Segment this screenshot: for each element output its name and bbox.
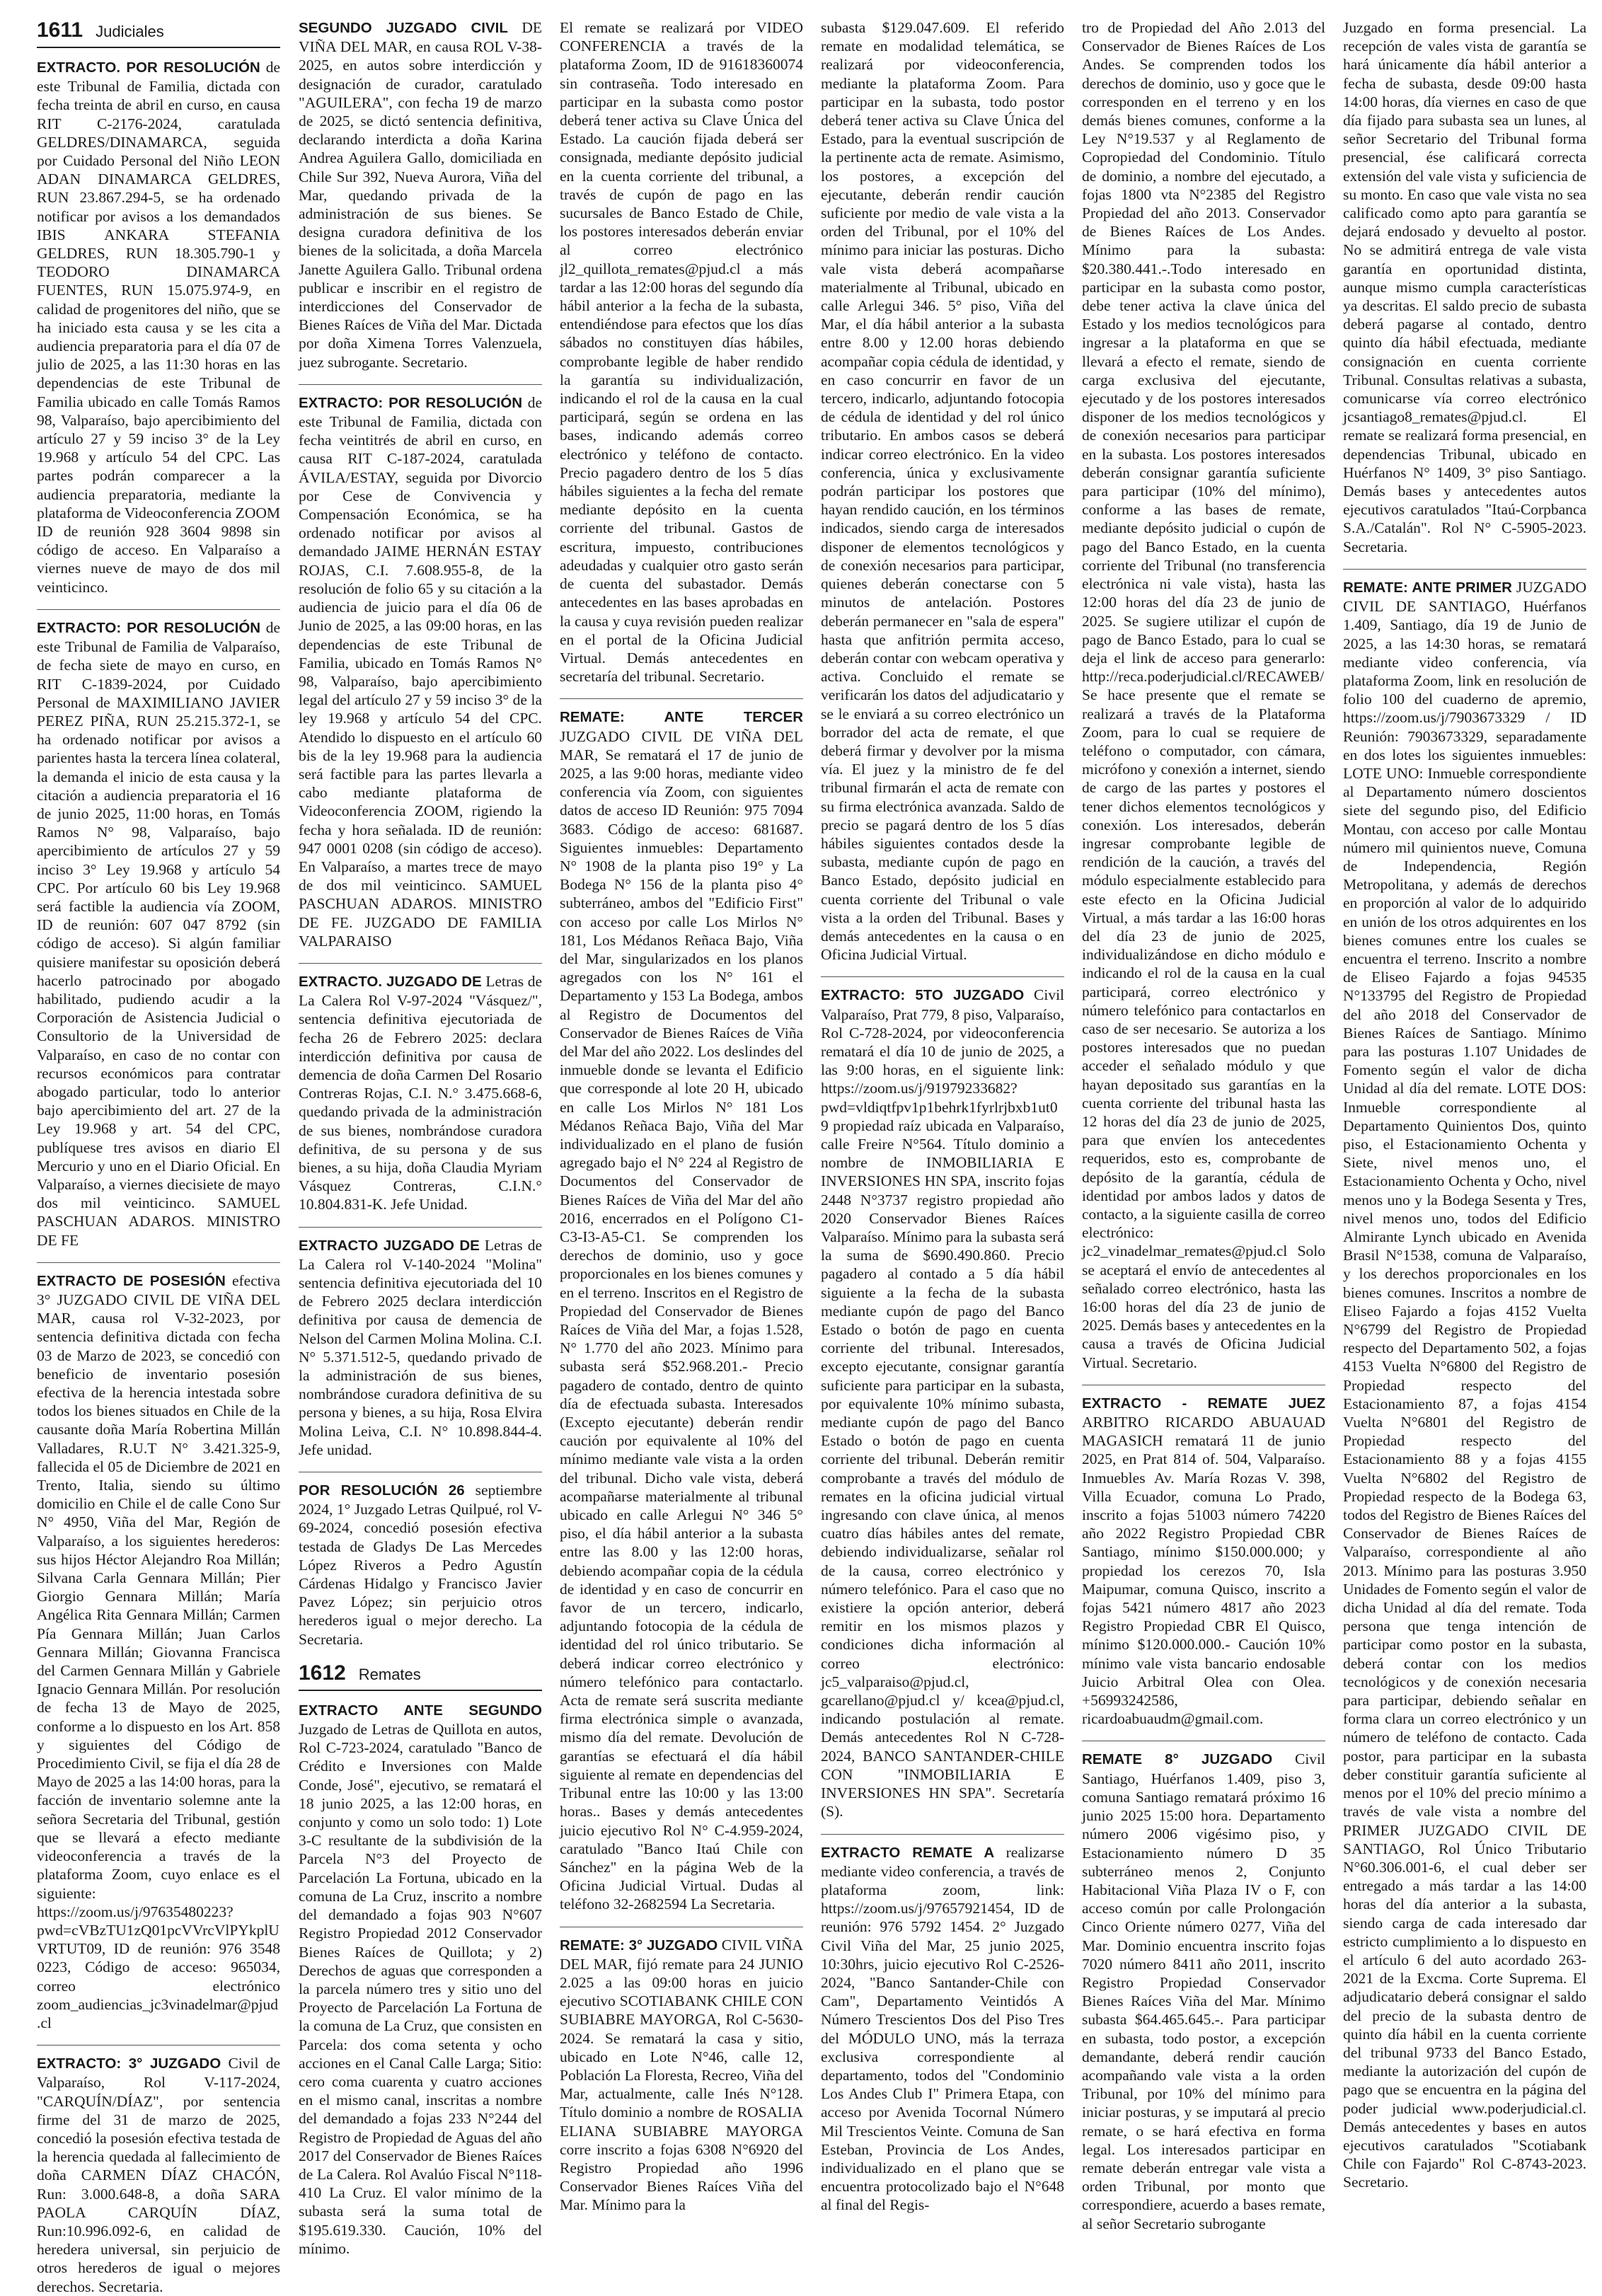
section-title: Remates <box>358 1665 421 1683</box>
column-3 <box>560 18 804 2214</box>
notice-lead: EXTRACTO: 3° JUZGADO <box>37 2055 221 2072</box>
notice-divider <box>560 698 803 699</box>
notice-text: de este Tribunal de Familia, dictada con fecha treinta de abril en curso, en causa RIT C-2176-2024, caratulada GELDRES/DINAMARCA, seguida por Cuidado Personal del Niño LEON ADAN DINAMARCA GELDRES, RUN 23.867.294-5, se ha ordenado notificar por avisos a los demandados IBIS ANKARA STEFANIA GELDRES, RUN 18.305.790-1 y TEODORO DINAMARCA FUENTES, RUN 15.075.974-9, en calidad de progenitores del niño, que se ha iniciado esta causa y se les cita a audiencia preparatoria para el día 07 de julio de 2025, a las 11:30 horas en las dependencias de este Tribunal de Familia ubicado en calle Tomás Ramos 98, Valparaíso, bajo apercibimiento del artículo 27 y 59 inciso 3° de la Ley 19.968 y artículo 54 del CPC. Las partes podrán comparecer a la audiencia preparatoria, mediante la plataforma de Videoconferencia ZOOM ID de reunión 928 3604 9898 sin código de acceso. En Valparaíso a viernes nueve de mayo de dos mil veinticinco. <box>37 59 280 596</box>
notice-text: Juzgado de Letras de Quillota en autos, Rol C-723-2024, caratulado "Banco de Crédito e Inversiones con Malde Conde, José", ejecutivo, se rematará el 18 junio 2025, a las 12:00 horas, en conjunto y como un solo todo: 1) Lote 3-C resultante de la subdivisión de la Parcela N°3 del Proyecto de Parcelación La Fortuna, ubicado en la comuna de La Cruz, inscrito a nombre del demandado a fojas 903 N°607 Registro Propiedad 2012 Conservador Bienes Raíces de Quillota; y 2) Derechos de aguas que corresponden a la parcela número tres y sitio uno del Proyecto de Parcelación La Fortuna de la comuna de La Cruz, que consisten en Parcela: dos coma setenta y ocho acciones en el Canal Calle Larga; Sitio: cero coma cuarenta y cuatro acciones en el mismo canal, inscritas a nombre del demandado a fojas 233 N°244 del Registro de Propiedad de Aguas del año 2017 del Conservador de Bienes Raíces de La Calera. Rol Avalúo Fiscal N°118-410 La Cruz. El valor mínimo de la subasta será la suma total de $195.619.330. Caución, 10% del mínimo. <box>299 1721 542 2257</box>
legal-notice <box>37 618 280 1250</box>
notice-divider <box>821 976 1064 977</box>
notice-lead: EXTRACTO: 5TO JUZGADO <box>821 987 1025 1004</box>
notice-text: Letras de La Calera rol V-140-2024 "Molina" sentencia definitiva ejecutoriada del 10 de Febrero 2025 declara interdicción definitiva por causa de demencia de Nelson del Carmen Molina Molina. C.I. N° 5.371.512-5, quedando privado de la administración de sus bienes, nombrándose curadora definitiva de su persona y bienes, a su hija, Rosa Elvira Molina Leiva, C.I. N° 10.898.844-4. Jefe unidad. <box>299 1236 542 1458</box>
legal-notice <box>299 972 542 1214</box>
notice-lead: REMATE: 3° JUZGADO <box>560 1937 718 1954</box>
legal-notice <box>37 2054 280 2296</box>
notice-text: realizarse mediante video conferencia, a través de plataforma zoom, link: https://zoom.us/j/97657921454, ID de reunión: 976 5792 1454. 2° Juzgado Civil Viña del Mar, 25 junio 2025, 10:30hrs, juicio ejecutivo Rol C-2526-2024, "Banco Santander-Chile con Cam", Departamento Veintidós A Número Trescientos Dos del Piso Tres del MÓDULO UNO, más la terraza exclusiva correspondiente al departamento, todos del "Condominio Los Andes Club I" Primera Etapa, con acceso por Avenida Tocornal Número Mil Trescientos Veinte. Comuna de San Esteban, Provincia de Los Andes, individualizado en el plano que se encuentra protocolizado bajo el N°648 al final del Regis- <box>821 1843 1064 2214</box>
notice-text: subasta $129.047.609. El referido remate en modalidad telemática, se realizará por videoconferencia, mediante la plataforma Zoom. Para participar en la subasta, todo postor deberá tener activa su Clave Única del Estado, para la eventual suscripción de la pertinente acta de remate. Asimismo, los postores, a excepción del ejecutante, deberán rendir caución suficiente por medio de vale vista a la orden del Tribunal, por el 10% del mínimo para iniciar las posturas. Dicho vale vista deberá acompañarse materialmente al Tribunal, ubicado en calle Arlegui 346. 5° piso, Viña del Mar, el día hábil anterior a la subasta entre 8.00 y 12.00 horas debiendo acompañar copia cédula de identidad, y en caso concurrir en favor de un tercero, indicarlo, adjuntando fotocopia de cédula de identidad y del rol único tributario. En ambos casos se deberá indicar correo electrónico. En la video conferencia, única y exclusivamente podrán participar los postores que hayan rendido caución, en los términos indicados, siendo carga de interesados disponer de elementos tecnológicos y de conexión necesarios para participar, quienes deberán conectarse con 5 minutos de antelación. Postores deberán permanecer en "sala de espera" hasta que anfitrión permita acceso, deberán contar con webcam operativa y activa. Concluido el remate se verificarán los datos del adjudicatario y se le enviará a su correo electrónico un borrador del acta de remate, el que deberá firmar y devolver por la misma vía. El juez y la ministro de fe del tribunal firmarán el acta de remate con su firma electrónica avanzada. Saldo de precio se pagará dentro de los 5 días hábiles siguientes contados desde la subasta, mediante cupón de pago en Banco Estado, depósito judicial en cuenta corriente del Tribunal o vale vista a la orden del Tribunal. Bases y demás antecedentes en la causa o en Oficina Judicial Virtual. <box>821 19 1064 964</box>
notice-text: Civil Santiago, Huérfanos 1.409, piso 3, comuna Santiago rematará próximo 16 junio 2025 15:00 hora. Departamento número 2006 vigésimo piso, y Estacionamiento número D 35 subterráneo menos 2, Conjunto Habitacional Viña Plaza IV o F, con acceso común por calle Prolongación Cinco Oriente número 0277, Viña del Mar. Dominio encuentra inscrito fojas 7020 número 8411 año 2011, inscrito Registro Propiedad Conservador Bienes Raíces Viña del Mar. Mínimo subasta $64.465.645.-. Para participar en subasta, todo postor, a excepción demandante, deberá rendir caución acompañando vale vista a la orden Tribunal, por 10% del mínimo para iniciar posturas, y se imputará al precio remate, o se hará efectiva en forma legal. Los interesados participar en remate deberán entregar vale vista a orden Tribunal, por monto que correspondiere, acuerdo a bases remate, al señor Secretario subrogante <box>1082 1750 1325 2232</box>
legal-notice <box>299 1701 542 2258</box>
notice-text: Juzgado en forma presencial. La recepción de vales vista de garantía se hará únicamente día hábil anterior a fecha de subasta, desde 09:00 hasta 14:00 horas, día viernes en caso de que día fijado para subasta sea un lunes, al señor Secretario del Tribunal forma presencial, ése calificará correcta extensión del vale vista y suficiencia de su monto. En caso que vale vista no sea calificado como apto para garantía se dejará endosado y devuelto al postor. No se admitirá entrega de vale vista garantía en oportunidad distinta, aunque mismo cumpla características ya descritas. El saldo precio de subasta deberá pagarse al contado, dentro quinto día hábil efectuada, mediante consignación en cuenta corriente Tribunal. Consultas relativas a subasta, comunicarse vía correo electrónico jcsantiago8_remates@pjud.cl. El remate se realizará forma presencial, en dependencias Tribunal, ubicado en Huérfanos N° 1409, 3° piso Santiago. Demás bases y antecedentes autos ejecutivos caratulados "Itaú-Corpbanca S.A./Catalán". Rol N° C-5905-2023. Secretaria. <box>1343 19 1586 555</box>
notice-lead: EXTRACTO. JUZGADO DE <box>299 973 482 990</box>
notice-lead: REMATE: ANTE TERCER <box>560 709 803 726</box>
notice-text: Civil Valparaíso, Prat 779, 8 piso, Valparaíso, Rol C-728-2024, por videoconferencia rematará el día 10 de junio de 2025, a las 9:00 horas, en el siguiente link: https://zoom.us/j/91979233682?pwd=vldiqtfpv1p1behrk1fyrlrjbxb1ut09 propiedad raíz ubicada en Valparaíso, calle Freire N°564. Título dominio a nombre de INMOBILIARIA E INVERSIONES HN SPA, inscrito fojas 2448 N°3737 registro propiedad año 2020 Conservador Bienes Raíces Valparaíso. Mínimo para la subasta será la suma de $690.490.860. Precio pagadero al contado a 5 día hábil siguiente a la fecha de la subasta mediante cupón de pago del Banco Estado o botón de pago en cuenta corriente del tribunal. Interesados, excepto ejecutante, consignar garantía suficiente para participar en la subasta, por equivalente 10% mínimo subasta, mediante cupón de pago del Banco Estado o botón de pago en cuenta corriente del tribunal. Deberán remitir comprobante a través del módulo de remates en la oficina judicial virtual ingresando con clave única, al menos cuatro días hábiles antes del remate, debiendo individualizarse, señalar rol de la causa, correo electrónico y número telefónico. Para el caso que no existiere la opción anterior, deberá remitir en los mismos plazos y condiciones dicha información al correo electrónico: jc5_valparaiso@pjud.cl, gcarellano@pjud.cl y/ kcea@pjud.cl, indicando postulación al remate. Demás antecedentes Rol N C-728-2024, BANCO SANTANDER-CHILE CON "INMOBILIARIA E INVERSIONES HN SPA". Secretaría (S). <box>821 986 1065 1821</box>
legal-notice <box>560 18 803 686</box>
notice-divider <box>299 963 542 964</box>
notice-lead: EXTRACTO ANTE SEGUNDO <box>299 1702 542 1719</box>
notice-lead: REMATE 8° JUZGADO <box>1082 1751 1273 1768</box>
section-header <box>299 1661 542 1691</box>
legal-notice <box>1082 1394 1325 1729</box>
notice-divider <box>299 1227 542 1228</box>
notice-text: DE VIÑA DEL MAR, en causa ROL V-38-2025, en autos sobre interdicción y designación de curador, caratulado "AGUILERA", con fecha 19 de marzo de 2025, se dictó sentencia definitiva, declarando interdicta a doña Karina Andrea Aguilera Gallo, domiciliada en Chile Sur 392, Nueva Aurora, Viña del Mar, quedando privada de la administración de sus bienes. Se designa curadora definitiva de los bienes de la solicitada, a doña Marcela Janette Aguilera Gallo. Tribunal ordena publicar e inscribir en el registro de interdicciones del Conservador de Bienes Raíces de Viña del Mar. Dictada por doña Ximena Torres Valenzuela, juez subrogante. Secretario. <box>299 19 542 371</box>
notice-text: JUZGADO CIVIL DE SANTIAGO, Huérfanos 1.409, Santiago, día 19 de Junio de 2025, a las 14:30 horas, se rematará mediante video conferencia, vía plataforma Zoom, link en resolución de folio 100 del cuaderno de apremio, https://zoom.us/j/7903673329 / ID Reunión: 7903673329, separadamente en dos lotes los siguientes inmuebles: LOTE UNO: Inmueble correspondiente al Departamento número doscientos siete del segundo piso, del Edificio Montau, con acceso por calle Montau número mil quinientos nueve, Comuna de Independencia, Región Metropolitana, y además de derechos en proporción al valor de lo adquirido en unión de los otros adquirentes en los bienes comunes entre los cuales se encuentra el terreno. Inscrito a nombre de Eliseo Fajardo a fojas 94535 N°133795 del Registro de Propiedad del año 2018 del Conservador de Bienes Raíces de Santiago. Mínimo para las posturas 1.107 Unidades de Fomento según el valor de dicha Unidad al día del remate. LOTE DOS: Inmueble correspondiente al Departamento Quinientos Dos, quinto piso, el Estacionamiento Ochenta y Siete, nivel menos uno, el Estacionamiento Ochenta y Ocho, nivel menos uno y la Bodega Sesenta y Tres, nivel menos uno, todos del Edificio Almirante Lynch ubicado en Avenida Brasil N°1538, comuna de Valparaíso, y los derechos proporcionales en los bienes comunes. Inscritos a nombre de Eliseo Fajardo a fojas 4152 Vuelta N°6799 del Registro de Propiedad respecto del Departamento 502, a fojas 4153 Vuelta N°6800 del Registro de Propiedad respecto del Estacionamiento 87, a fojas 4154 Vuelta N°6801 del Registro de Propiedad respecto del Estacionamiento 88 y a fojas 4155 Vuelta N°6802 del Registro de Propiedad respecto de la Bodega 63, todos del Registro de Bienes Raíces del Conservador de Bienes Raíces de Valparaíso, correspondiente al año 2013. Mínimo para las posturas 3.950 Unidades de Fomento según el valor de dicha Unidad al día del remate. Toda persona que tenga intención de participar como postor en la subasta, deberá contar con los medios tecnológicos y de conexión necesaria para participar, debiendo señalar en forma clara un correo electrónico y un número de teléfono de contacto. Cada postor, para participar en la subasta deber constituir garantía suficiente al menos por el 10% del precio mínimo a través de vale vista a nombre del PRIMER JUZGADO CIVIL DE SANTIAGO, Rol Único Tributario N°60.306.001-6, el cual deber ser entregado a más tardar a las 14:00 horas del día anterior a la subasta, siendo carga de cada interesado dar estricto cumplimiento a lo dispuesto en el artículo 6 del auto acordado 263-2021 de la Excma. Corte Suprema. El adjudicatario deberá consignar el saldo del precio de la subasta dentro de quinto día hábil en la cuenta corriente del tribunal 9733 del Banco Estado, mediante la autorización del cupón de pago que se encuentra en la página del poder judicial www.poderjudicial.cl. Demás antecedentes y bases en autos ejecutivos caratulados "Scotiabank Chile con Fajardo" Rol C-8743-2023. Secretario. <box>1343 578 1586 2191</box>
legal-notice <box>821 986 1064 1821</box>
legal-notice <box>821 1843 1064 2215</box>
notice-text: ARBITRO RICARDO ABUAUAD MAGASICH rematará 11 de junio 2025, en Prat 814 of. 504, Valparaíso. Inmuebles Av. María Rozas V. 398, Villa Ecuador, comuna Lo Prado, inscrito a fojas 51003 número 74220 año 2022 Registro Propiedad CBR Santiago, mínimo $150.000.000; y propiedad los cerezos 70, Isla Maipumar, comuna Quisco, inscrito a fojas 5421 número 4817 año 2023 Registro Propiedad CBR El Quisco, mínimo $120.000.000.- Caución 10% mínimo vale vista bancario endosable Juicio Arbitral Olea con Olea. +56993242586, ricardoabuaudm@gmail.com. <box>1082 1414 1325 1728</box>
legal-notice <box>37 58 280 596</box>
legal-notice <box>1082 18 1325 1372</box>
notice-lead: SEGUNDO JUZGADO CIVIL <box>299 20 508 36</box>
notice-divider <box>37 2045 280 2046</box>
section-title: Judiciales <box>96 23 164 40</box>
column-1 <box>37 18 281 2295</box>
notice-lead: EXTRACTO DE POSESIÓN <box>37 1272 226 1289</box>
legal-notice <box>1343 18 1586 556</box>
page-header <box>37 18 280 48</box>
notice-text: tro de Propiedad del Año 2.013 del Conservador de Bienes Raíces de Los Andes. Se comprenden todos los derechos de dominio, uso y goce que le corresponden en el terreno y en los demás bienes comunes, conforme a la Ley N°19.537 y al Reglamento de Copropiedad del Condominio. Título de dominio, a nombre del ejecutado, a fojas 1800 vta N°2385 del Registro Propiedad del año 2013. Conservador de Bienes Raíces de Los Andes. Mínimo para la subasta: $20.380.441.-.Todo interesado en participar en la subasta como postor, debe tener activa la clave única del Estado y los medios tecnológicos para ingresar a la plataforma en que se llevará a efecto el remate, siendo de carga exclusiva del ejecutante, ejecutado y de los postores interesados disponer de los medios tecnológicos y de conexión necesarios para participar en la subasta. Los postores interesados deberán consignar garantía suficiente para participar (10% del mínimo), conforme a las bases de remate, mediante depósito judicial o cupón de pago del Banco Estado, en la cuenta corriente del Tribunal (no transferencia electrónica ni vale vista), hasta las 12:00 horas del día 23 de junio de 2025. Se sugiere utilizar el cupón de pago de Banco Estado, para lo cual se deja el link de acceso para generarlo: http://reca.poderjudicial.cl/RECAWEB/ Se hace presente que el remate se realizará a través de la Plataforma Zoom, para lo cual se requiere de teléfono o computador, con cámara, micrófono y conexión a internet, siendo de cargo de las partes y postores el tener dichos elementos tecnológicos y conexión. Los interesados, deberán ingresar comprobante legible de rendición de la caución, a través del módulo especialmente establecido para este efecto en la Oficina Judicial Virtual, a más tardar a las 16:00 horas del día 23 de junio de 2025, individualizándose en dicho módulo e indicando el rol de la causa en la cual participará, correo electrónico y número telefónico para contactarlos en caso de ser necesario. Se autoriza a los postores interesados que no puedan acceder el señalado módulo y que hayan depositado sus garantías en la cuenta corriente del tribunal hasta las 12 horas del día 23 de junio de 2025, para que envíen los antecedentes requeridos, esto es, comprobante de depósito de la garantía, cédula de identidad por ambos lados y datos de contacto, a la siguiente casilla de correo electrónico: jc2_vinadelmar_remates@pjud.cl Solo se aceptará el envío de antecedentes al señalado correo electrónico, hasta las 16:00 horas del día 23 de junio de 2025. Demás bases y antecedentes en la causa a través de Oficina Judicial Virtual. Secretario. <box>1082 19 1325 1371</box>
notice-lead: POR RESOLUCIÓN 26 <box>299 1482 465 1499</box>
notice-text: CIVIL VIÑA DEL MAR, fijó remate para 24 JUNIO 2.025 a las 09:00 horas en juicio ejecutivo SCOTIABANK CHILE CON SUBIABRE MAYORGA, Rol C-5630-2024. Se rematará la casa y sitio, ubicado en Lote N°46, calle 12, Población La Floresta, Recreo, Viña del Mar, actualmente, calle Inés N°128. Título dominio a nombre de ROSALIA ELIANA SUBIABRE MAYORGA corre inscrito a fojas 6308 N°6920 del Registro Propiedad año 1996 Conservador Bienes Raíces Viña del Mar. Mínimo para la <box>560 1936 804 2214</box>
newspaper-page <box>37 18 1586 2295</box>
legal-notice <box>299 1481 542 1649</box>
legal-notice <box>1343 578 1586 2192</box>
notice-text: septiembre 2024, 1° Juzgado Letras Quilpué, rol V-69-2024, concedió posesión efectiva testada de Gladys De Las Mercedes López Riveros a Pedro Agustín Cárdenas Hidalgo y Francisco Javier Pavez López; sin perjuicio otros herederos igual o mejor derecho. La Secretaria. <box>299 1482 542 1648</box>
notice-text: Letras de La Calera Rol V-97-2024 "Vásquez/", sentencia definitiva ejecutoriada de fecha 26 de Febrero 2025: declara interdicción definitiva por causa de demencia de doña Carmen Del Rosario Contreras Rojas, C.I. N.° 3.475.668-6, quedando privada de la administración de sus bienes, nombrándose curadora definitiva, de su persona y de sus bienes, a su hija, doña Claudia Myriam Vásquez Contreras, C.I.N.° 10.804.831-K. Jefe Unidad. <box>299 972 542 1213</box>
legal-notice <box>299 393 542 950</box>
notice-text: de este Tribunal de Familia de Valparaíso, de fecha siete de mayo en curso, en RIT C-1839-2024, por Cuidado Personal de MAXIMILIANO JAVIER PEREZ PIÑA, RUN 25.215.372-1, se ha ordenado notificar por avisos a parientes hasta la tercera línea colateral, la demanda el inicio de esta causa y la citación a audiencia preparatoria el 16 de junio 2025, 11:00 horas, en Tomás Ramos N° 98, Valparaíso, bajo apercibimiento de artículos 27 y 59 inciso 3° Ley 19.968 y artículo 54 CPC. Por artículo 60 bis Ley 19.968 será factible la audiencia vía ZOOM, ID de reunión: 607 047 8792 (sin código de acceso). Si algún familiar quisiere manifestar su oposición deberá hacerlo patrocinado por abogado habilitado, pudiendo acudir a la Corporación de Asistencia Judicial o Consultorio de la Universidad de Valparaíso, en caso de no contar con recursos económicos para contratar abogado particular, todo lo anterior bajo apercibimiento del art. 27 de la Ley 19.968 y art. 54 del CPC, publíquese tres avisos en diario El Mercurio y uno en el Diario Oficial. En Valparaíso, a viernes diecisiete de mayo dos mil veinticinco. SAMUEL PASCHUAN ADAROS. MINISTRO DE FE <box>37 618 281 1249</box>
notice-lead: EXTRACTO: POR RESOLUCIÓN <box>299 394 523 411</box>
notice-lead: EXTRACTO JUZGADO DE <box>299 1237 480 1254</box>
notice-lead: EXTRACTO REMATE A <box>821 1844 995 1861</box>
legal-notice <box>37 1271 280 2032</box>
legal-notice <box>1082 1750 1325 2232</box>
legal-notice <box>299 1236 542 1459</box>
column-6 <box>1343 18 1586 2191</box>
notice-divider <box>37 1262 280 1263</box>
notice-divider <box>1343 569 1586 570</box>
section-number: 1612 <box>299 1661 346 1685</box>
notice-lead: REMATE: ANTE PRIMER <box>1343 579 1512 596</box>
notice-divider <box>37 609 280 610</box>
notice-text: de este Tribunal de Familia, dictada con fecha veintitrés de abril en curso, en causa RIT C-187-2024, caratulada ÁVILA/ESTAY, seguida por Divorcio por Cese de Convivencia y Compensación Económica, se ha ordenado notificar por avisos al demandado JAIME HERNÁN ESTAY ROJAS, C.I. 7.608.955-8, de la resolución de folio 65 y su citación a la audiencia de juicio para el día 06 de Junio de 2025, a las 09:00 horas, en las dependencias de este Tribunal de Familia, ubicado en Tomás Ramos N° 98, Valparaíso, bajo apercibimiento legal del artículo 27 y 59 inciso 3° de la ley 19.968 y artículo 54 del CPC. Atendido lo dispuesto en el artículo 60 bis de la ley 19.968 para la audiencia será factible para las partes llevarla a cabo mediante plataforma de Videoconferencia ZOOM, rigiendo la fecha y hora señalada. ID de reunión: 947 0001 0208 (sin código de acceso). En Valparaíso, a martes trece de mayo de dos mil veinticinco. SAMUEL PASCHUAN ADAROS. MINISTRO DE FE. JUZGADO DE FAMILIA VALPARAISO <box>299 393 543 950</box>
legal-notice <box>560 708 803 1913</box>
notice-text: Civil de Valparaíso, Rol V-117-2024, "CARQUÍN/DÍAZ", por sentencia firme del 31 de marzo de 2025, concedió la posesión efectiva testada de la herencia quedada al fallecimiento de doña CARMEN DÍAZ CHACÓN, Run: 3.000.648-8, a doña SARA PAOLA CARQUÍN DÍAZ, Run:10.996.092-6, en calidad de heredera universal, sin perjuicio de otros herederos de igual o mejores derechos. Secretaria. <box>37 2055 280 2295</box>
notice-lead: EXTRACTO. POR RESOLUCIÓN <box>37 59 260 76</box>
notice-lead: EXTRACTO: POR RESOLUCIÓN <box>37 619 261 636</box>
column-4 <box>821 18 1065 2214</box>
notice-lead: EXTRACTO - REMATE JUEZ <box>1082 1395 1325 1412</box>
notice-text: JUZGADO CIVIL DE VIÑA DEL MAR, Se rematará el 17 de junio de 2025, a las 9:00 horas, mediante video conferencia vía Zoom, con siguientes datos de acceso ID Reunión: 975 7094 3683. Código de acceso: 681687. Siguientes inmuebles: Departamento N° 1908 de la planta piso 19° y La Bodega N° 156 de la planta piso 4° subterráneo, ambos del "Edificio First" con acceso por calle Los Mirlos N° 181, Los Médanos Reñaca Bajo, Viña del Mar, singularizados en los planos agregados con los N° 161 el Departamento y 153 La Bodega, ambos al Registro de Documentos del Conservador de Bienes Raíces de Viña del Mar del año 2022. Los deslindes del inmueble donde se levanta el Edificio que corresponde al lote 20 H, ubicado en calle Los Mirlos N° 181 Los Médanos Reñaca Bajo, Viña del Mar individualizado en el plano de fusión agregado bajo el N° 224 al Registro de Documentos del Conservador de Bienes Raíces de Viña del Mar del año 2016, encerrados en el Polígono C1-C3-I3-A5-C1. Se comprenden los derechos de dominio, uso y goce proporcionales en los bienes comunes y en el terreno. Inscritos en el Registro de Propiedad del Conservador de Bienes Raíces de Viña del Mar, a fojas 1.528, N° 1.770 del año 2023. Mínimo para subasta será $52.968.201.- Precio pagadero de contado, dentro de quinto día de efectuada subasta. Interesados (Excepto ejecutante) deberán rendir caución por equivalente al 10% del mínimo mediante vale vista a la orden del tribunal. Dicho vale vista, deberá acompañarse materialmente al tribunal ubicado en calle Arlegui N° 346 5° piso, el día hábil anterior a la subasta entre las 8.00 y las 12:00 horas, debiendo acompañar copia de la cédula de identidad y en caso de concurrir en favor de un tercero, indicarlo, adjuntando fotocopia de la cédula de identidad del rol único tributario. Se deberá indicar correo electrónico y número telefónico para contactarlo. Acta de remate será suscrita mediante firma electrónica simple o avanzada, mismo día del remate. Devolución de garantías se efectuará el día hábil siguiente al remate en dependencias del Tribunal entre las 10:00 y las 13:00 horas.. Bases y demás antecedentes juicio ejecutivo Rol N° C-4.959-2024, caratulado "Banco Itaú Chile con Sánchez" en la página Web de la Oficina Judicial Virtual. Dudas al teléfono 32-2682594 La Secretaria. <box>560 727 803 1913</box>
legal-notice <box>560 1936 803 2215</box>
page-number: 1611 <box>37 18 83 42</box>
notice-text: El remate se realizará por VIDEO CONFERENCIA a través de la plataforma Zoom, ID de 91618360074 sin contraseña. Todo interesado en participar en la subasta como postor deberá tener activa su Clave Única del Estado. La caución fijada deberá ser consignada, mediante depósito judicial en la cuenta corriente del tribunal, a través de cupón de pago en las sucursales de Banco Estado de Chile, los postores interesados deberán enviar al correo electrónico jl2_quillota_remates@pjud.cl a más tardar a las 12:00 horas del segundo día hábil anterior a la fecha de la subasta, entendiéndose para efectos que los días sábados no constituyen días hábiles, comprobante legible de haber rendido la garantía su individualización, indicando el rol de la causa en la cual participará, según se ordena en las bases, indicando además correo electrónico y teléfono de contacto. Precio pagadero dentro de los 5 días hábiles siguientes a la fecha del remate mediante depósito en la cuenta corriente del tribunal. Gastos de escritura, impuesto, contribuciones adeudadas y cualquier otro gasto serán de cuenta del subastador. Demás antecedentes en las bases aprobadas en la causa y cuya revisión pueden realizar en el portal de la Oficina Judicial Virtual. Demás antecedentes en secretaría del tribunal. Secretario. <box>560 19 803 686</box>
column-5 <box>1082 18 1325 2232</box>
column-2 <box>299 18 543 2257</box>
legal-notice <box>821 18 1064 964</box>
notice-text: efectiva 3° JUZGADO CIVIL DE VIÑA DEL MAR, causa rol V-32-2023, por sentencia definitiva dictada con fecha 03 de Marzo de 2023, se concedió con beneficio de inventario posesión efectiva de la herencia intestada sobre todos los bienes situados en Chile de la causante doña María Robertina Millán Valladares, R.U.T N° 3.421.325-9, fallecida el 05 de Diciembre de 2021 en Trento, Italia, siendo su último domicilio en Chile el de calle Cono Sur N° 4950, Viña del Mar, Región de Valparaíso, a los siguientes herederos: sus hijos Héctor Alejandro Roa Millán; Silvana Carla Gennara Millán; Pier Giorgio Gennara Millán; María Angélica Rita Gennara Millán; Carmen Pía Gennara Millán; Juan Carlos Gennara Millán; Giovanna Francisca del Carmen Gennara Millán y Gabriele Ignacio Gennara Millán. Por resolución de fecha 13 de Mayo de 2025, conforme a lo dispuesto en los Art. 858 y siguientes del Código de Procedimiento Civil, se fija el día 28 de Mayo de 2025 a las 14:00 horas, para la facción de inventario solemne ante la señora Secretaria del Tribunal, gestión que se llevará a efecto mediante videoconferencia a través de la plataforma Zoom, cuyo enlace es el siguiente: https://zoom.us/j/97635480223?pwd=cVBzTU1zQ01pcVVrcVlPYkplUVRTUT09, ID de reunión: 976 3548 0223, Código de acceso: 965034, correo electrónico zoom_audiencias_jc3vinadelmar@pjud.cl <box>37 1271 280 2031</box>
legal-notice <box>299 18 542 371</box>
notice-divider <box>299 384 542 385</box>
notice-divider <box>821 1834 1064 1835</box>
